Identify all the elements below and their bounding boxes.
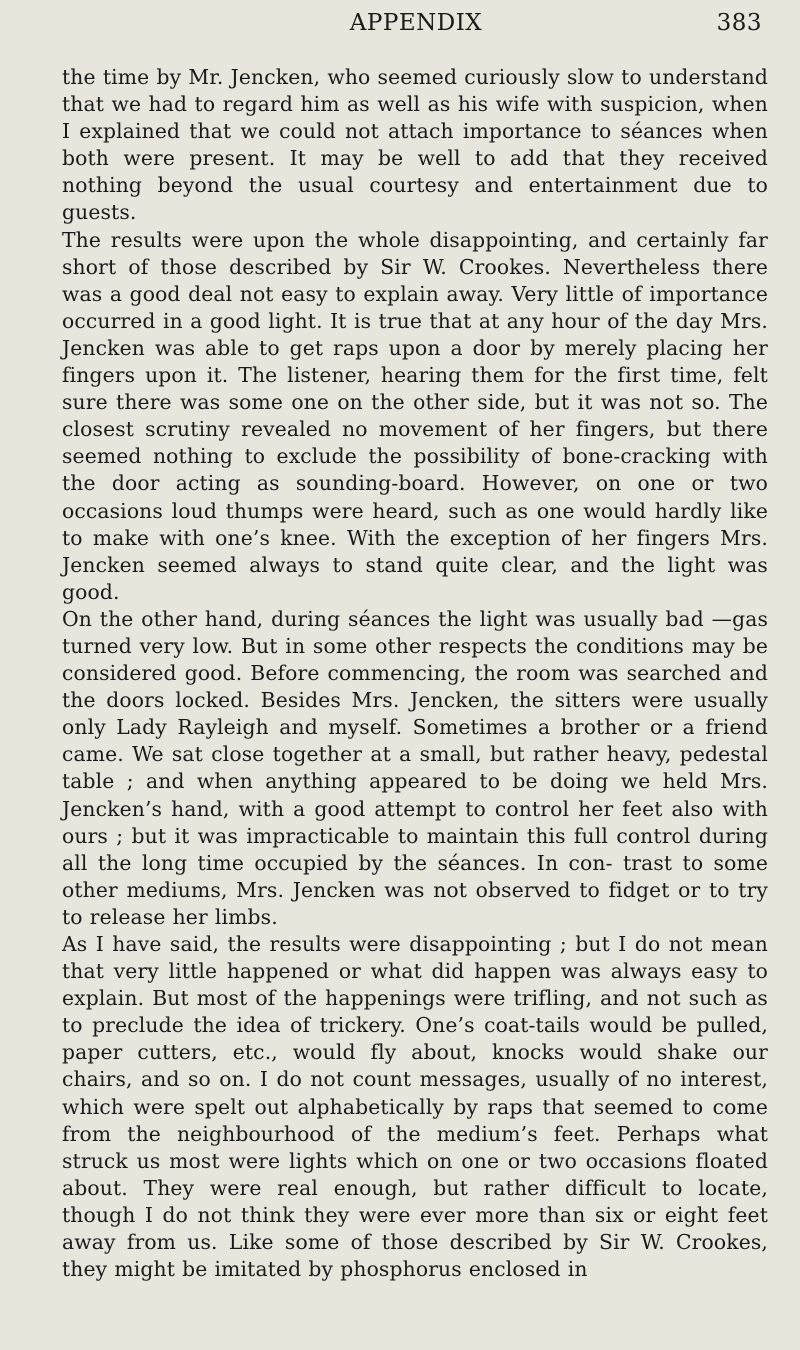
paragraph: On the other hand, during séances the light was usually bad —gas turned very low. But in some other respects the conditions may be considered good. Before commencing, the room was searched and the doors locked. Besides Mrs. Jencken, the sitters were usually only Lady Rayleigh and myself. Sometimes a brother or a friend came. We sat close together at a small, but rather heavy, pedestal table ; and when anything appeared to be doing we held Mrs. Jencken’s hand, with a good attempt to control her feet also with ours ; but it was impracticable to maintain this full control during all the long time occupied by the séances. In con- trast to some other mediums, Mrs. Jencken was not observed to fidget or to try to release her limbs. — [62, 606, 768, 929]
paragraph: The results were upon the whole disappointing, and certainly far short of those described by Sir W. Crookes. Nevertheless there was a good deal not easy to explain away. Very little of importance occurred in a good light. It is true that at any hour of the day Mrs. Jencken was able to get raps upon a door by merely placing her fingers upon it. The listener, hearing them for the first time, felt sure there was some one on the other side, but it was not so. The closest scrutiny revealed no movement of her fingers, but there seemed nothing to exclude the possibility of bone-cracking with the door acting as sounding-board. However, on one or two occasions loud thumps were heard, such as one would hardly like to make with one’s knee. With the exception of her fingers Mrs. Jencken seemed always to stand quite clear, and the light was good. — [62, 227, 768, 604]
running-head — [62, 10, 770, 44]
page-number: 383 — [716, 10, 762, 36]
paragraph: the time by Mr. Jencken, who seemed curiously slow to understand that we had to regard him as well as his wife with suspicion, when I explained that we could not attach importance to séances when both were present. It may be well to add that they received nothing beyond the usual courtesy and entertainment due to guests. — [62, 65, 768, 225]
body-text — [62, 64, 768, 1283]
running-head-title: APPENDIX — [349, 10, 483, 36]
paragraph: As I have said, the results were disappointing ; but I do not mean that very little happened or what did happen was always easy to explain. But most of the happenings were trifling, and not such as to preclude the idea of trickery. One’s coat-tails would be pulled, paper cutters, etc., would fly about, knocks would shake our chairs, and so on. I do not count messages, usually of no interest, which were spelt out alphabetically by raps that seemed to come from the neighbourhood of the medium’s feet. Perhaps what struck us most were lights which on one or two occasions floated about. They were real enough, but rather difficult to locate, though I do not think they were ever more than six or eight feet away from us. Like some of those described by Sir W. Crookes, they might be imitated by phosphorus enclosed in — [62, 932, 768, 1282]
